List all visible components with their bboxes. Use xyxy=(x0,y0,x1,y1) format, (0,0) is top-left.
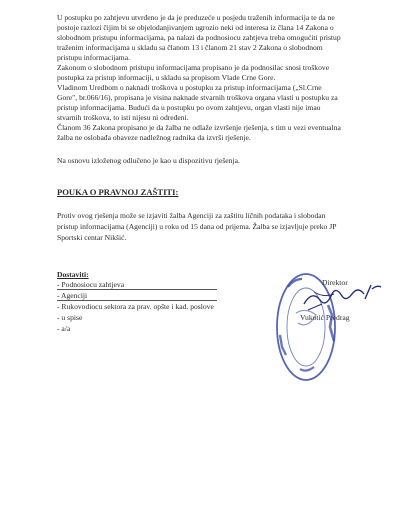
delivery-item: - Podnosiocu zahtjeva xyxy=(57,280,125,289)
delivery-item: - Agenciji xyxy=(57,291,88,300)
conclusion-text: Na osnovu izloženog odlučeno je kao u dispozitivu rješenja. xyxy=(57,156,240,165)
text-line: pristupu informacijama. xyxy=(57,53,130,62)
handwritten-mark xyxy=(363,283,383,301)
text-line: Zakonom o slobodnom pristupu informacijama propisano je da podnosilac snosi troškove xyxy=(57,63,330,72)
text-line: Vladinom Uredbom o naknadi troškova u postupku za pristup informacijama („Sl.Crne xyxy=(57,83,322,92)
signatory-name: Vukotić Predrag xyxy=(300,313,350,322)
delivery-item: - Rukovodiocu sektora za prav. opšte i kad. poslove xyxy=(57,302,214,311)
divider xyxy=(57,300,217,301)
divider xyxy=(57,289,217,290)
text-line: Sportski centar Nikšić. xyxy=(57,233,127,242)
handwritten-signature xyxy=(300,282,370,322)
text-line: Članom 36 Zakona propisano je da žalba ne odlaže izvršenje rješenja, s tim u vezi eventualna xyxy=(57,123,341,132)
text-line: žalba ne oslobađa obaveze nadležnog radnika da izvrši rješenje. xyxy=(57,133,251,142)
text-line: pristup informacijama (Agenciji) u roku od 15 dana od prijema. Žalba se izjavljuje preko JP xyxy=(57,222,337,231)
delivery-title: Dostaviti: xyxy=(57,270,89,279)
text-line: pristup informacijama. Budući da u postupku po ovom zahtjevu, organ vlasti nije imao xyxy=(57,103,321,112)
text-line: postoje razlozi čijim bi se objelodanjivanjem ugrozio neki od interesa iz člana 14 Zakona o xyxy=(57,23,334,32)
delivery-item: - a/a xyxy=(57,324,71,333)
text-line: stvarnih troškova, to isti nijesu ni određeni. xyxy=(57,113,189,122)
text-line: postupka za pristup informaciji, u skladu sa propisom Vlade Crne Gore. xyxy=(57,73,276,82)
text-line: U postupku po zahtjevu utvrđeno je da je preduzeće u posjedu traženih informacija te da ne xyxy=(57,13,335,22)
text-line: slobodnom pristupu informacijama, pa nalazi da podnosiocu zahtjeva treba omogućiti pristup xyxy=(57,33,341,42)
text-line: traženim informacijama u skladu sa članom 13 i članom 21 stav 2 Zakona o slobodnom xyxy=(57,43,323,52)
delivery-item: - u spise xyxy=(57,313,83,322)
text-line: Protiv ovog rješenja može se izjaviti žalba Agenciji za zaštitu ličnih podataka i slobodan xyxy=(57,211,326,220)
text-line: Gore", br.066/16), propisana je visina naknade stvarnih troškova organa vlasti u postupku za xyxy=(57,93,338,102)
legal-remedy-heading: POUKA O PRAVNOJ ZAŠTITI: xyxy=(57,187,179,197)
signatory-role: Direktor xyxy=(322,278,348,287)
